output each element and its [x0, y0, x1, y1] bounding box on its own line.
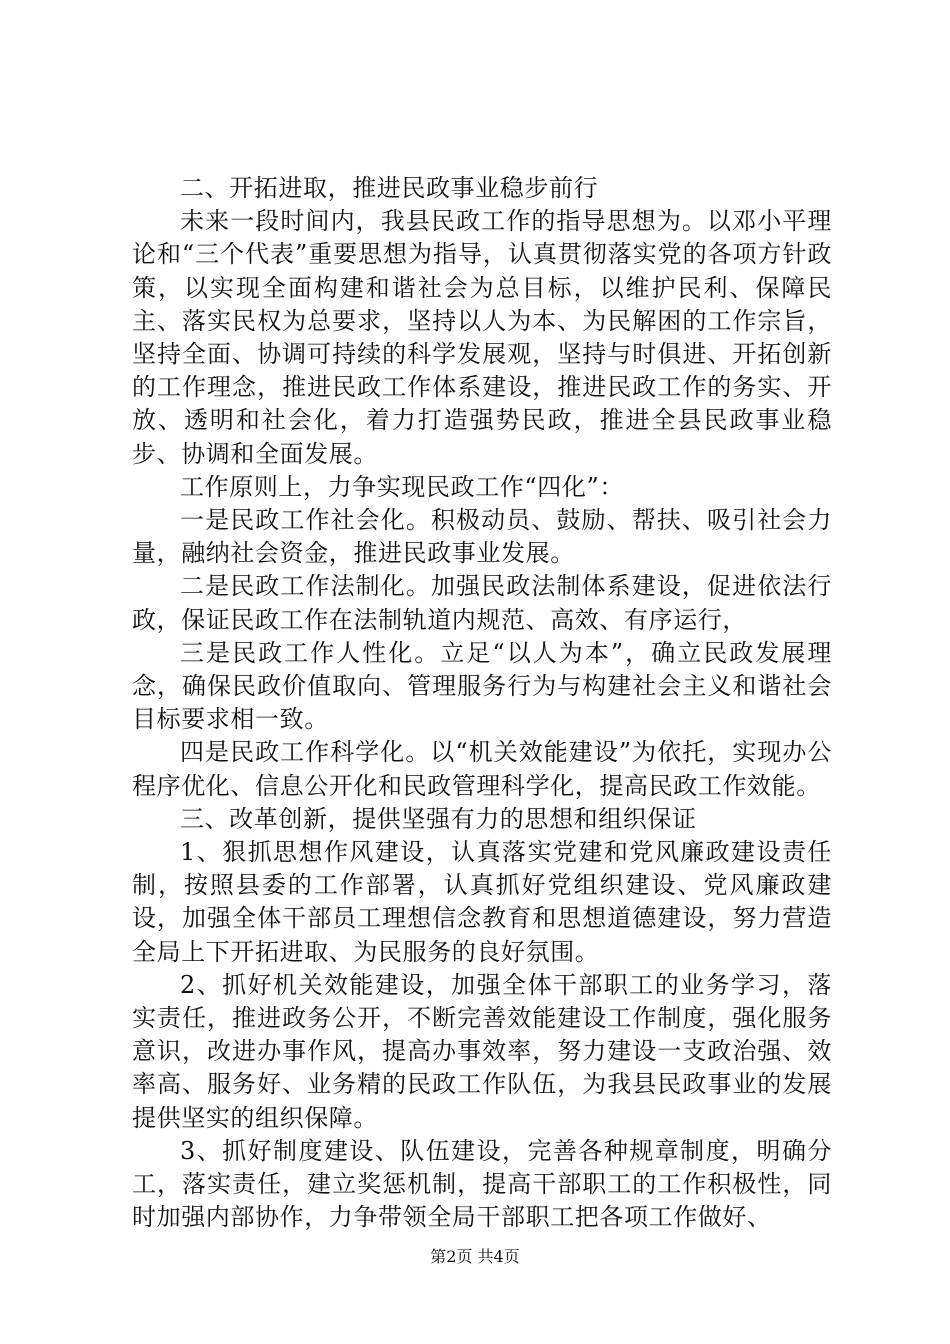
- paragraph-humanization: 三是民政工作人性化。立足“以人为本”，确立民政发展理念，确保民政价值取向、管理服务行为与构建社会主义和谐社会目标要求相一致。: [132, 638, 832, 734]
- paragraph-item-3: 3、抓好制度建设、队伍建设，完善各种规章制度，明确分工，落实责任，建立奖惩机制，提高干部职工的工作积极性，同时加强内部协作，力争带领全局干部职工把各项工作做好、: [132, 1136, 832, 1232]
- page-number-footer: 第2页 共4页: [430, 1247, 520, 1266]
- paragraph-guiding-ideology: 未来一段时间内，我县民政工作的指导思想为。以邓小平理论和“三个代表”重要思想为指导，认真贯彻落实党的各项方针政策，以实现全面构建和谐社会为总目标，以维护民利、保障民主、落实民权为总要求，坚持以人为本、为民解困的工作宗旨，坚持全面、协调可持续的科学发展观，坚持与时俱进、开拓创新的工作理念，推进民政工作体系建设，推进民政工作的务实、开放、透明和社会化，着力打造强势民政，推进全县民政事业稳步、协调和全面发展。: [132, 207, 832, 468]
- document-body: [132, 172, 832, 1235]
- paragraph-socialization: 一是民政工作社会化。积极动员、鼓励、帮扶、吸引社会力量，融纳社会资金，推进民政事业发展。: [132, 506, 832, 568]
- paragraph-item-2: 2、抓好机关效能建设，加强全体干部职工的业务学习，落实责任，推进政务公开，不断完善效能建设工作制度，强化服务意识，改进办事作风，提高办事效率，努力建设一支政治强、效率高、服务好、业务精的民政工作队伍，为我县民政事业的发展提供坚实的组织保障。: [132, 970, 832, 1132]
- paragraph-item-1: 1、狠抓思想作风建设，认真落实党建和党风廉政建设责任制，按照县委的工作部署，认真抓好党组织建设、党风廉政建设，加强全体干部员工理想信念教育和思想道德建设，努力营造全局上下开拓进取、为民服务的良好氛围。: [132, 838, 832, 966]
- paragraph-work-principles: 工作原则上，力争实现民政工作“四化”：: [180, 472, 624, 501]
- section-heading-2: 二、开拓进取，推进民政事业稳步前行: [180, 174, 599, 202]
- section-heading-3: 三、改革创新，提供坚强有力的思想和组织保证: [180, 804, 697, 833]
- paragraph-scientization: 四是民政工作科学化。以“机关效能建设”为依托，实现办公程序优化、信息公开化和民政管理科学化，提高民政工作效能。: [132, 738, 832, 800]
- paragraph-legalization: 二是民政工作法制化。加强民政法制体系建设，促进依法行政，保证民政工作在法制轨道内规范、高效、有序运行，: [132, 572, 832, 634]
